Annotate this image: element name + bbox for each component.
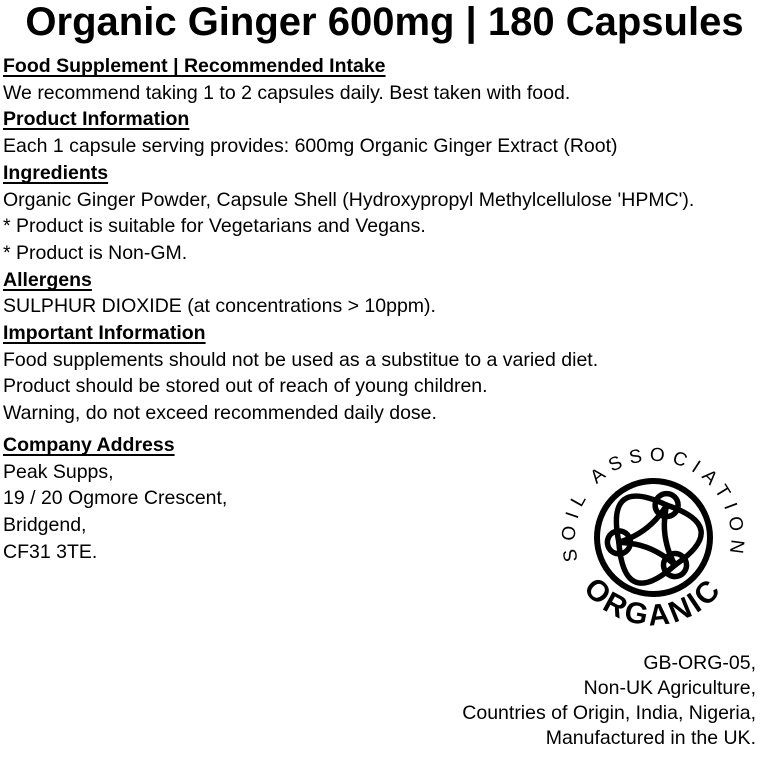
section-line: Each 1 capsule serving provides: 600mg Organic Ginger Extract (Root) — [3, 135, 618, 158]
product-title: Organic Ginger 600mg | 180 Capsules — [25, 0, 744, 44]
company-postcode: CF31 3TE. — [3, 540, 98, 563]
section-line: Food supplements should not be used as a substitue to a varied diet. — [3, 348, 599, 371]
section-heading: Product Information — [3, 108, 190, 131]
section-product-information — [3, 106, 769, 159]
section-ingredients — [3, 160, 769, 267]
cert-origin: Countries of Origin, India, Nigeria, — [462, 702, 756, 724]
logo-arc-text-top: SOIL ASSOCIATION — [558, 444, 748, 564]
section-heading: Company Address — [3, 433, 175, 456]
section-important-information — [3, 320, 769, 427]
section-heading: Important Information — [3, 322, 206, 345]
section-heading: Ingredients — [3, 161, 109, 184]
section-line: * Product is suitable for Vegetarians and Vegans. — [3, 215, 426, 238]
company-town: Bridgend, — [3, 513, 87, 536]
section-line: We recommend taking 1 to 2 capsules daily. Best taken with food. — [3, 81, 571, 104]
section-allergens — [3, 267, 769, 320]
section-line: * Product is Non-GM. — [3, 241, 188, 264]
section-heading: Food Supplement | Recommended Intake — [3, 55, 386, 77]
section-heading: Allergens — [3, 268, 92, 291]
soil-association-organic-logo-icon — [520, 420, 769, 670]
section-line: SULPHUR DIOXIDE (at concentrations > 10ppm). — [3, 295, 436, 318]
logo-arc-text-bottom: ORGANIC — [577, 571, 729, 633]
section-line: Product should be stored out of reach of young children. — [3, 375, 488, 398]
section-line: Organic Ginger Powder, Capsule Shell (Hydroxypropyl Methylcellulose 'HPMC'). — [3, 188, 695, 211]
section-line: Warning, do not exceed recommended daily dose. — [3, 402, 437, 425]
cert-agriculture: Non-UK Agriculture, — [583, 677, 756, 699]
cert-manufactured: Manufactured in the UK. — [545, 727, 756, 749]
cert-code: GB-ORG-05, — [643, 652, 756, 674]
company-name: Peak Supps, — [3, 460, 114, 483]
certification-details — [462, 651, 756, 751]
section-recommended-intake — [3, 53, 769, 106]
company-street: 19 / 20 Ogmore Crescent, — [3, 487, 228, 510]
